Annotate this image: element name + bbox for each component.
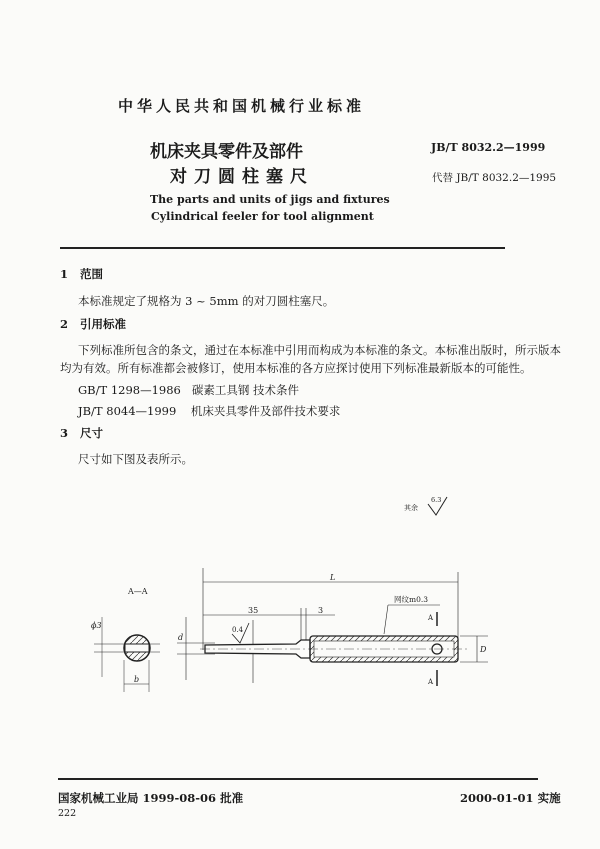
- footer-divider: [58, 778, 538, 780]
- approval-info: 国家机械工业局 1999-08-06 批准: [58, 791, 244, 805]
- dimension-lines: [177, 568, 488, 686]
- section-2-body-line2: 均为有效。所有标准都会被修订，使用本标准的各方应探讨使用下列标准最新版本的可能性。: [60, 361, 532, 375]
- dim-D: D: [480, 645, 487, 654]
- section-3-body: 尺寸如下图及表所示。: [78, 452, 193, 466]
- section-view: [94, 617, 160, 692]
- section-1-body: 本标准规定了规格为 3 ~ 5mm 的对刀圆柱塞尺。: [78, 294, 335, 308]
- english-title-1: The parts and units of jigs and fixtures: [150, 193, 390, 206]
- section-label: A—A: [128, 587, 148, 596]
- title-line-2: 对刀圆柱塞尺: [170, 167, 314, 187]
- section-mark-bottom: A: [428, 678, 434, 686]
- english-title-2: Cylindrical feeler for tool alignment: [151, 210, 374, 223]
- dim-3: 3: [318, 606, 324, 615]
- roughness-other-value: 6.3: [431, 496, 442, 504]
- knurl-note: 网纹m0.3: [394, 595, 429, 604]
- section-1-heading: 1 范围: [60, 267, 104, 281]
- reference-2: JB/T 8044—1999 机床夹具零件及部件技术要求: [78, 404, 341, 418]
- dim-L: L: [330, 573, 336, 582]
- dim-35: 35: [248, 606, 259, 615]
- section-mark-top: A: [428, 614, 434, 622]
- dim-phi3: ϕ3: [91, 621, 102, 630]
- roughness-pin-value: 0.4: [232, 626, 244, 634]
- reference-1: GB/T 1298—1986 碳素工具钢 技术条件: [78, 383, 299, 397]
- dim-b: b: [134, 675, 140, 684]
- page-number: 222: [58, 808, 77, 819]
- roughness-other-label: 其余: [404, 504, 418, 512]
- title-line-1: 机床夹具零件及部件: [150, 142, 303, 162]
- standard-code: JB/T 8032.2—1999: [431, 141, 546, 154]
- issuing-organization: 中华人民共和国机械行业标准: [118, 97, 366, 115]
- section-3-heading: 3 尺寸: [60, 426, 104, 440]
- effective-date: 2000-01-01 实施: [460, 791, 561, 805]
- feeler-part: [200, 636, 470, 662]
- replaces-standard: 代替 JB/T 8032.2—1995: [432, 172, 557, 184]
- dim-d: d: [178, 633, 184, 642]
- section-2-heading: 2 引用标准: [60, 317, 127, 331]
- section-2-body-line1: 下列标准所包含的条文，通过在本标准中引用而构成为本标准的条文。本标准出版时，所示版本: [78, 343, 561, 357]
